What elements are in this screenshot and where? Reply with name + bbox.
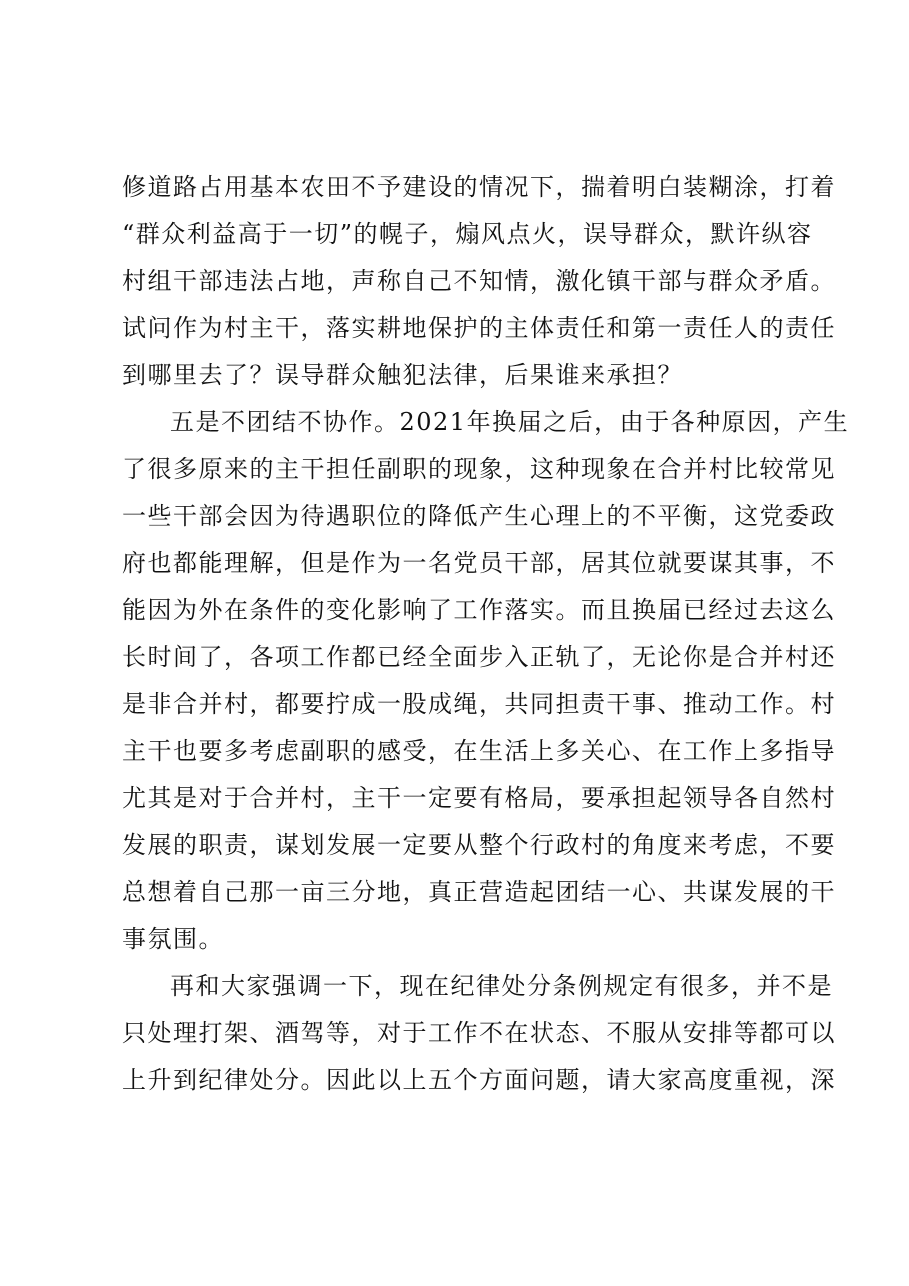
text-line: 了很多原来的主干担任副职的现象，这种现象在合并村比较常见 <box>122 455 836 483</box>
text-line: 只处理打架、酒驾等，对于工作不在状态、不服从安排等都可以 <box>122 1019 836 1047</box>
text-line: 五是不团结不协作。2021年换届之后，由于各种原因，产生 <box>170 408 850 436</box>
text-line: 总想着自己那一亩三分地，真正营造起团结一心、共谋发展的干 <box>122 878 836 906</box>
text-line: 试问作为村主干，落实耕地保护的主体责任和第一责任人的责任 <box>122 314 836 342</box>
text-line: 主干也要多考虑副职的感受，在生活上多关心、在工作上多指导 <box>122 737 836 765</box>
text-line: 尤其是对于合并村，主干一定要有格局，要承担起领导各自然村 <box>122 784 836 812</box>
document-body <box>122 164 850 1104</box>
text-line: 长时间了，各项工作都已经全面步入正轨了，无论你是合并村还 <box>122 643 836 671</box>
text-line: 修道路占用基本农田不予建设的情况下，揣着明白装糊涂，打着 <box>122 173 836 201</box>
paragraph-1 <box>122 164 836 399</box>
text-line: 府也都能理解，但是作为一名党员干部，居其位就要谋其事，不 <box>122 549 836 577</box>
text-line: 发展的职责，谋划发展一定要从整个行政村的角度来考虑，不要 <box>122 831 836 859</box>
text-line: “群众利益高于一切”的幌子，煽风点火，误导群众，默许纵容 <box>122 220 813 248</box>
text-line: 一些干部会因为待遇职位的降低产生心理上的不平衡，这党委政 <box>122 502 836 530</box>
paragraph-2 <box>122 399 850 963</box>
text-line: 再和大家强调一下，现在纪律处分条例规定有很多，并不是 <box>170 972 833 1000</box>
text-line: 到哪里去了？误导群众触犯法律，后果谁来承担？ <box>122 361 683 389</box>
text-line: 能因为外在条件的变化影响了工作落实。而且换届已经过去这么 <box>122 596 836 624</box>
text-line: 上升到纪律处分。因此以上五个方面问题，请大家高度重视，深 <box>122 1066 836 1094</box>
paragraph-3 <box>122 963 836 1104</box>
text-line: 是非合并村，都要拧成一股成绳，共同担责干事、推动工作。村 <box>122 690 836 718</box>
text-line: 事氛围。 <box>122 925 224 953</box>
text-line: 村组干部违法占地，声称自己不知情，激化镇干部与群众矛盾。 <box>122 267 836 295</box>
